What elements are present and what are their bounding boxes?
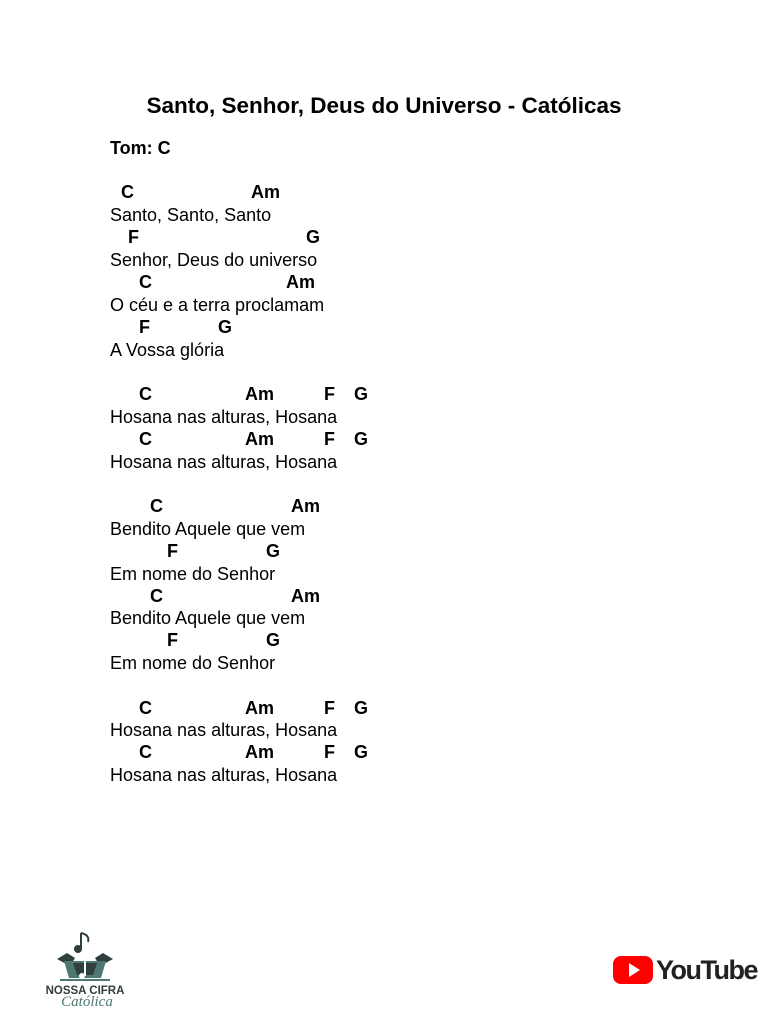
chord-am: Am — [286, 272, 316, 292]
chord-c: C — [139, 384, 152, 404]
chord-line — [110, 697, 710, 719]
chord-line — [110, 495, 710, 517]
chord-line — [110, 316, 710, 338]
chord-am: Am — [291, 496, 321, 516]
chord-g: G — [354, 384, 369, 404]
chord-g: G — [218, 317, 233, 337]
chord-sheet — [110, 0, 710, 1024]
youtube-play-icon — [612, 953, 654, 987]
lyric-line: Hosana nas alturas, Hosana — [110, 407, 338, 427]
chord-am: Am — [291, 586, 321, 606]
lyric-line: Senhor, Deus do universo — [110, 250, 318, 270]
chord-line — [110, 226, 710, 248]
lyric-line: A Vossa glória — [110, 340, 225, 360]
key-line: Tom: C — [110, 138, 171, 158]
chord-g: G — [354, 698, 369, 718]
lyric-line: Hosana nas alturas, Hosana — [110, 765, 338, 785]
lyric-line: Hosana nas alturas, Hosana — [110, 452, 338, 472]
chord-line — [110, 629, 710, 651]
youtube-wordmark: YouTube — [656, 955, 757, 985]
chord-g: G — [306, 227, 321, 247]
lyric-line: Bendito Aquele que vem — [110, 608, 306, 628]
lyric-line: Hosana nas alturas, Hosana — [110, 720, 338, 740]
chord-am: Am — [245, 429, 275, 449]
chord-line — [110, 181, 710, 203]
chord-am: Am — [251, 182, 281, 202]
chord-am: Am — [245, 698, 275, 718]
chord-g: G — [266, 541, 281, 561]
chord-line — [110, 428, 710, 450]
chord-f: F — [324, 742, 335, 762]
lyric-line: Bendito Aquele que vem — [110, 519, 306, 539]
chord-g: G — [354, 742, 369, 762]
chord-c: C — [139, 429, 152, 449]
chord-f: F — [167, 630, 178, 650]
chord-c: C — [139, 272, 152, 292]
chord-g: G — [266, 630, 281, 650]
chord-line — [110, 271, 710, 293]
nossa-cifra-logo — [42, 930, 128, 1010]
chord-c: C — [139, 742, 152, 762]
chord-f: F — [324, 429, 335, 449]
logo-subtitle-text: Católica — [61, 994, 113, 1010]
chord-line — [110, 741, 710, 763]
chord-f: F — [128, 227, 139, 247]
page-title: Santo, Senhor, Deus do Universo - Católicas — [146, 93, 622, 118]
chord-am: Am — [245, 742, 275, 762]
chord-line — [110, 540, 710, 562]
chord-line — [110, 585, 710, 607]
chord-g: G — [354, 429, 369, 449]
lyric-line: O céu e a terra proclamam — [110, 295, 325, 315]
chord-c: C — [139, 698, 152, 718]
chord-f: F — [167, 541, 178, 561]
logo-title-text: NOSSA CIFRA — [45, 985, 125, 997]
youtube-logo — [612, 953, 757, 987]
chord-line — [110, 383, 710, 405]
chord-f: F — [139, 317, 150, 337]
lyric-line: Santo, Santo, Santo — [110, 205, 272, 225]
chord-f: F — [324, 698, 335, 718]
music-note-emblem-icon — [57, 933, 113, 980]
chord-c: C — [150, 496, 163, 516]
chord-am: Am — [245, 384, 275, 404]
lyric-line: Em nome do Senhor — [110, 564, 276, 584]
chord-c: C — [121, 182, 134, 202]
chord-f: F — [324, 384, 335, 404]
lyric-line: Em nome do Senhor — [110, 653, 276, 673]
chord-c: C — [150, 586, 163, 606]
